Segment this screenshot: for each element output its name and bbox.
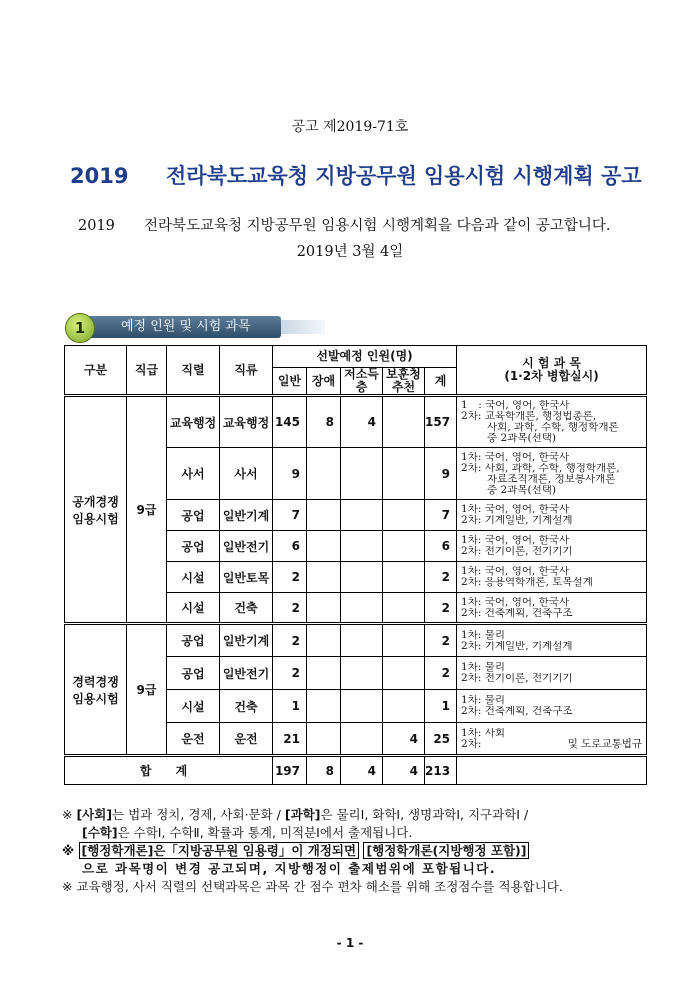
cell-series: 공업 bbox=[167, 624, 220, 657]
section-header-tail bbox=[281, 320, 325, 334]
recruitment-table bbox=[64, 345, 647, 785]
header-quota: 선발예정 인원(명) bbox=[273, 346, 457, 368]
note-social: [사회] bbox=[76, 807, 113, 822]
total-low-income: 4 bbox=[341, 756, 383, 785]
cell-low-income bbox=[341, 593, 383, 624]
subject-line: 1차: 국어, 영어, 한국사 bbox=[461, 535, 570, 546]
cell-total: 1 bbox=[425, 690, 457, 723]
title-text: 전라북도교육청 지방공무원 임용시험 시행계획 공고 bbox=[166, 164, 642, 188]
subject-line: 2차: bbox=[461, 737, 482, 750]
subject-line: 2차: 전기이론, 전기기기 bbox=[461, 673, 573, 684]
cell-series: 사서 bbox=[167, 448, 220, 500]
subject-line: 중 2과목(선택) bbox=[487, 484, 556, 496]
section-number-badge: 1 bbox=[65, 313, 95, 343]
cell-disabled bbox=[307, 657, 341, 690]
cell-disabled bbox=[307, 624, 341, 657]
cell-kind: 일반전기 bbox=[220, 657, 273, 690]
cell-total: 2 bbox=[425, 657, 457, 690]
header-low-income-line2: 층 bbox=[355, 380, 368, 394]
header-subjects-note: (1·2차 병합실시) bbox=[504, 369, 599, 383]
cell-veteran bbox=[383, 624, 425, 657]
note-text: 은 물리Ⅰ, 화학Ⅰ, 생명과학Ⅰ, 지구과학Ⅰ / bbox=[320, 807, 529, 822]
cell-general: 1 bbox=[273, 690, 307, 723]
subject-line: 1차: 물리 bbox=[461, 629, 506, 641]
note-2 bbox=[62, 842, 652, 860]
cell-general: 21 bbox=[273, 723, 307, 756]
cell-series: 교육행정 bbox=[167, 396, 220, 448]
cell-subjects bbox=[457, 624, 647, 657]
cell-subjects bbox=[457, 448, 647, 500]
header-total: 계 bbox=[425, 368, 457, 396]
cell-kind: 일반기계 bbox=[220, 624, 273, 657]
subject-line: 1차: 국어, 영어, 한국사 bbox=[461, 566, 570, 577]
cell-subjects bbox=[457, 562, 647, 593]
cell-total: 2 bbox=[425, 624, 457, 657]
total-label: 합 계 bbox=[65, 756, 273, 785]
cell-series: 공업 bbox=[167, 531, 220, 562]
group-name-line2: 임용시험 bbox=[72, 691, 119, 706]
cell-low-income bbox=[341, 624, 383, 657]
subject-line: 2차: 응용역학개론, 토목설계 bbox=[461, 577, 593, 588]
group-career-competition bbox=[65, 624, 127, 756]
group-name-line1: 공개경쟁 bbox=[72, 494, 119, 509]
header-subjects-title: 시 험 과 목 bbox=[522, 356, 581, 370]
cell-series: 공업 bbox=[167, 500, 220, 531]
cell-total: 7 bbox=[425, 500, 457, 531]
cell-kind: 건축 bbox=[220, 593, 273, 624]
cell-general: 145 bbox=[273, 396, 307, 448]
cell-subjects bbox=[457, 723, 647, 756]
subject-line: 2차: 사회, 과학, 수학, 행정학개론, bbox=[461, 462, 620, 474]
cell-disabled: 8 bbox=[307, 396, 341, 448]
cell-series: 시설 bbox=[167, 593, 220, 624]
note-text: 교육행정, 사서 직렬의 선택과목은 과목 간 점수 편차 해소를 위해 조정점수를 적용합니다. bbox=[76, 879, 563, 894]
cell-subjects bbox=[457, 396, 647, 448]
cell-veteran bbox=[383, 531, 425, 562]
cell-subjects bbox=[457, 531, 647, 562]
cell-total: 2 bbox=[425, 562, 457, 593]
cell-general: 2 bbox=[273, 593, 307, 624]
cell-general: 7 bbox=[273, 500, 307, 531]
cell-series: 시설 bbox=[167, 562, 220, 593]
section-header bbox=[63, 312, 325, 342]
header-low-income-line1: 저소득 bbox=[344, 367, 379, 381]
cell-low-income bbox=[341, 531, 383, 562]
subject-line: 1차: 국어, 영어, 한국사 bbox=[461, 504, 570, 515]
group-grade: 9급 bbox=[127, 624, 167, 756]
subject-line: 1차: 국어, 영어, 한국사 bbox=[461, 451, 570, 463]
cell-disabled bbox=[307, 593, 341, 624]
note-text: 은 수학Ⅰ, 수학Ⅱ, 확률과 통계, 미적분Ⅰ에서 출제됩니다. bbox=[117, 825, 413, 840]
cell-veteran bbox=[383, 562, 425, 593]
total-subjects-empty bbox=[457, 756, 647, 785]
cell-low-income bbox=[341, 723, 383, 756]
header-general: 일반 bbox=[273, 368, 307, 396]
header-low-income bbox=[341, 368, 383, 396]
cell-low-income: 4 bbox=[341, 396, 383, 448]
header-kind: 직류 bbox=[220, 346, 273, 396]
cell-total: 9 bbox=[425, 448, 457, 500]
subject-line: 2차: 기계일반, 기계설계 bbox=[461, 640, 573, 652]
cell-kind: 일반전기 bbox=[220, 531, 273, 562]
cell-total: 2 bbox=[425, 593, 457, 624]
total-row bbox=[65, 756, 647, 785]
cell-low-income bbox=[341, 657, 383, 690]
subject-line: 2차: 기계일반, 기계설계 bbox=[461, 515, 573, 526]
cell-disabled bbox=[307, 531, 341, 562]
note-3 bbox=[62, 878, 652, 896]
subject-line-split bbox=[461, 739, 646, 750]
cell-veteran bbox=[383, 448, 425, 500]
note-1-cont bbox=[62, 824, 652, 842]
note-admin-old: [행정학개론]은「지방공무원 임용령」이 개정되면 bbox=[79, 842, 360, 859]
cell-total: 157 bbox=[425, 396, 457, 448]
cell-veteran bbox=[383, 690, 425, 723]
note-text: 는 법과 정치, 경제, 사회·문화 / bbox=[112, 807, 285, 822]
subject-line: 1 : 국어, 영어, 한국사 bbox=[461, 400, 570, 411]
cell-kind: 사서 bbox=[220, 448, 273, 500]
total-total: 213 bbox=[425, 756, 457, 785]
cell-kind: 운전 bbox=[220, 723, 273, 756]
cell-veteran bbox=[383, 593, 425, 624]
cell-subjects bbox=[457, 690, 647, 723]
cell-kind: 교육행정 bbox=[220, 396, 273, 448]
note-science: [과학] bbox=[284, 807, 321, 822]
cell-general: 9 bbox=[273, 448, 307, 500]
notice-date: 2019년 3월 4일 bbox=[296, 244, 404, 260]
subject-line: 2차: 건축계획, 건축구조 bbox=[461, 706, 573, 717]
cell-disabled bbox=[307, 723, 341, 756]
table-row bbox=[65, 396, 647, 448]
header-subjects bbox=[457, 346, 647, 396]
title-year: 2019 bbox=[70, 164, 129, 188]
subject-line: 2차: 교육학개론, 행정법총론, bbox=[461, 411, 597, 422]
page-title bbox=[70, 160, 640, 190]
cell-kind: 건축 bbox=[220, 690, 273, 723]
page-number: - 1 - bbox=[336, 936, 364, 950]
total-veteran: 4 bbox=[383, 756, 425, 785]
group-open-competition bbox=[65, 396, 127, 624]
cell-veteran: 4 bbox=[383, 723, 425, 756]
intro-text bbox=[78, 214, 658, 235]
intro-year: 2019 bbox=[78, 218, 115, 234]
header-category: 구분 bbox=[65, 346, 127, 396]
cell-series: 운전 bbox=[167, 723, 220, 756]
cell-kind: 일반토목 bbox=[220, 562, 273, 593]
section-title: 예정 인원 및 시험 과목 bbox=[77, 316, 281, 338]
cell-series: 공업 bbox=[167, 657, 220, 690]
note-mark: ※ bbox=[62, 879, 73, 894]
cell-disabled bbox=[307, 690, 341, 723]
note-mark: ※ bbox=[62, 807, 73, 822]
cell-total: 25 bbox=[425, 723, 457, 756]
cell-kind: 일반기계 bbox=[220, 500, 273, 531]
header-disabled: 장애 bbox=[307, 368, 341, 396]
cell-low-income bbox=[341, 562, 383, 593]
total-disabled: 8 bbox=[307, 756, 341, 785]
note-mark: ※ bbox=[62, 843, 75, 858]
cell-series: 시설 bbox=[167, 690, 220, 723]
cell-low-income bbox=[341, 448, 383, 500]
table-row bbox=[65, 624, 647, 657]
subject-line: 2차: 전기이론, 전기기기 bbox=[461, 546, 573, 557]
group-name-line2: 임용시험 bbox=[72, 511, 119, 526]
cell-general: 6 bbox=[273, 531, 307, 562]
cell-total: 6 bbox=[425, 531, 457, 562]
cell-disabled bbox=[307, 500, 341, 531]
total-general: 197 bbox=[273, 756, 307, 785]
note-admin-new: [행정학개론(지방행정 포함)] bbox=[363, 842, 529, 859]
note-math: [수학] bbox=[82, 825, 118, 840]
cell-low-income bbox=[341, 690, 383, 723]
subject-line: 자료조직개론, 정보봉사개론 bbox=[487, 473, 616, 485]
header-series: 직렬 bbox=[167, 346, 220, 396]
subject-line: 1차: 물리 bbox=[461, 662, 506, 673]
subject-line: 1차: 사회 bbox=[461, 727, 506, 739]
cell-low-income bbox=[341, 500, 383, 531]
cell-subjects bbox=[457, 500, 647, 531]
cell-veteran bbox=[383, 396, 425, 448]
header-veteran bbox=[383, 368, 425, 396]
subject-line: 사회, 과학, 수학, 행정학개론 bbox=[487, 422, 619, 433]
header-grade: 직급 bbox=[127, 346, 167, 396]
group-name-line1: 경력경쟁 bbox=[72, 674, 119, 689]
notes bbox=[62, 806, 652, 896]
group-grade: 9급 bbox=[127, 396, 167, 624]
cell-subjects bbox=[457, 593, 647, 624]
intro-sentence: 전라북도교육청 지방공무원 임용시험 시행계획을 다음과 같이 공고합니다. bbox=[144, 218, 611, 234]
header-veteran-line1: 보훈청 bbox=[386, 367, 421, 381]
cell-general: 2 bbox=[273, 657, 307, 690]
subject-line: 1차: 국어, 영어, 한국사 bbox=[461, 596, 570, 608]
note-2-cont: 으로 과목명이 변경 공고되며, 지방행정이 출제범위에 포함됩니다. bbox=[82, 861, 497, 876]
header-veteran-line2: 추천 bbox=[391, 380, 416, 394]
cell-disabled bbox=[307, 448, 341, 500]
note-1 bbox=[62, 806, 652, 824]
subject-line: 중 2과목(선택) bbox=[487, 433, 556, 444]
cell-general: 2 bbox=[273, 562, 307, 593]
subject-line: 2차: 건축계획, 건축구조 bbox=[461, 607, 573, 619]
cell-veteran bbox=[383, 657, 425, 690]
cell-disabled bbox=[307, 562, 341, 593]
cell-subjects bbox=[457, 657, 647, 690]
subject-line: 및 도로교통법규 bbox=[567, 737, 643, 750]
cell-veteran bbox=[383, 500, 425, 531]
notice-number: 공고 제2019-71호 bbox=[291, 119, 409, 135]
cell-general: 2 bbox=[273, 624, 307, 657]
subject-line: 1차: 물리 bbox=[461, 695, 506, 706]
